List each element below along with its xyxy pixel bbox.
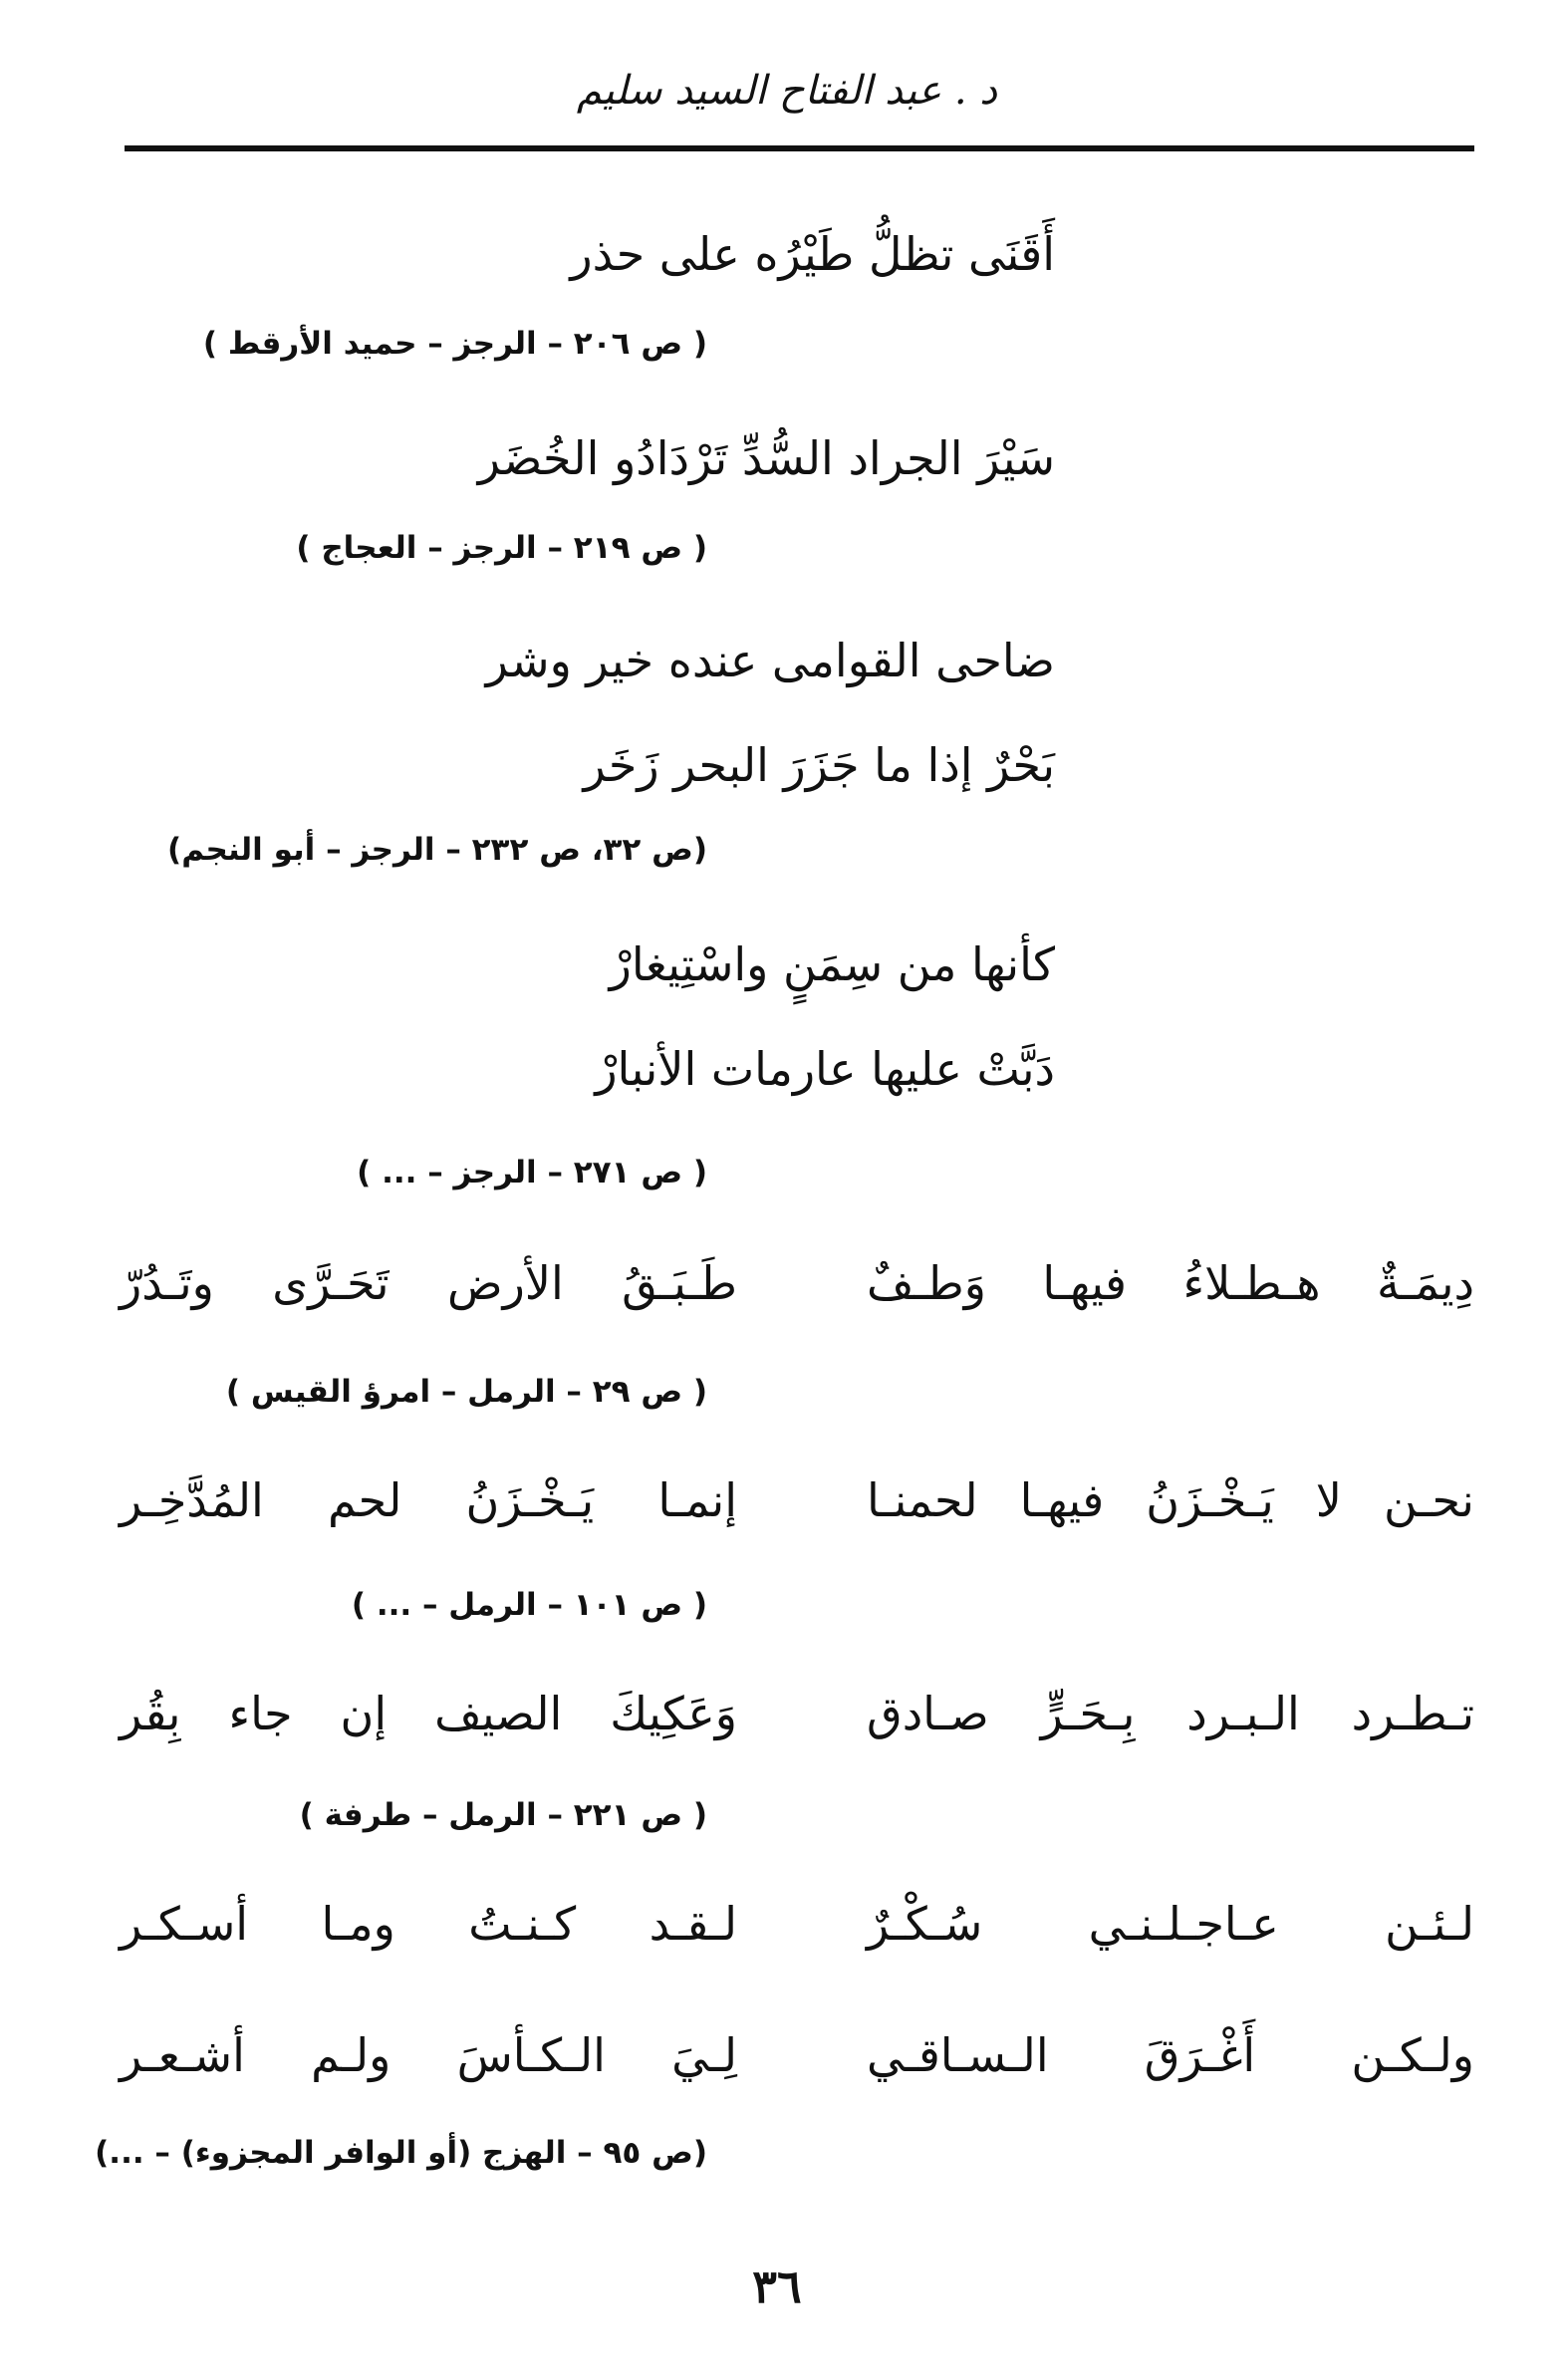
verse-line: دَبَّتْ عليها عارمات الأنبارْ: [595, 1042, 1055, 1096]
header-rule: [125, 145, 1474, 151]
hemistich-second: إنمـا يَـخْـزَنُ لحم المُدَّخِـر: [120, 1473, 737, 1527]
hemistich-second: وَعَكِيكَ الصيف إن جاء بِقُر: [120, 1687, 737, 1740]
verse-reference: ( ص ١٠١ – الرمل – ... ): [351, 1587, 707, 1623]
verse-reference: (ص ٩٥ – الهزج (أو الوافر المجزوء) – ...): [95, 2135, 707, 2171]
hemistich-first: نحـن لا يَـخْـزَنُ فيهـا لحمنـا: [867, 1473, 1474, 1527]
verse-reference: ( ص ٢٩ – الرمل – امرؤ القيس ): [225, 1374, 707, 1410]
verse-line: بَحْرٌ إذا ما جَزَرَ البحر زَخَر: [583, 738, 1055, 792]
verse-reference: ( ص ٢١٩ – الرجز – العجاج ): [296, 530, 707, 566]
verse-line: كأنها من سِمَنٍ واسْتِيغارْ: [609, 937, 1055, 991]
verse-line: أَقَنَى تظلُّ طَيْرُه على حذر: [570, 227, 1055, 281]
verse-reference: ( ص ٢٢١ – الرمل – طرفة ): [299, 1797, 707, 1833]
running-header-author: د . عبد الفتاح السيد سليم: [576, 68, 998, 114]
hemistich-first: دِيمَـةٌ هـطـلاءُ فيهـا وَطـفٌ: [867, 1256, 1474, 1310]
page-number: ٣٦: [752, 2259, 802, 2313]
hemistich-second: لـقـد كـنـتُ ومـا أسـكـر: [120, 1897, 737, 1951]
verse-line: ضاحى القوامى عنده خير وشر: [485, 634, 1055, 687]
hemistich-second: لِـيَ الـكـأسَ ولـم أشـعـر: [120, 2028, 737, 2082]
hemistich-second: طَـبَـقُ الأرض تَحَـرَّى وتَـدُرّ: [120, 1256, 737, 1310]
hemistich-first: تـطـرد الـبـرد بِـحَـرٍّ صـادق: [867, 1687, 1474, 1740]
verse-reference: ( ص ٢٧١ – الرجز – ... ): [357, 1155, 707, 1190]
hemistich-first: لـئـن عـاجـلـنـي سُـكْـرٌ: [867, 1897, 1474, 1951]
hemistich-first: ولـكـن أَغْـرَقَ الـسـاقـي: [867, 2028, 1474, 2082]
verse-reference: (ص ٣٢، ص ٢٣٢ – الرجز – أبو النجم): [167, 832, 707, 868]
verse-line: سَيْرَ الجراد السُّدِّ تَرْدَادُو الخُضَر: [477, 431, 1055, 485]
verse-reference: ( ص ٢٠٦ – الرجز – حميد الأرقط ): [202, 326, 707, 362]
